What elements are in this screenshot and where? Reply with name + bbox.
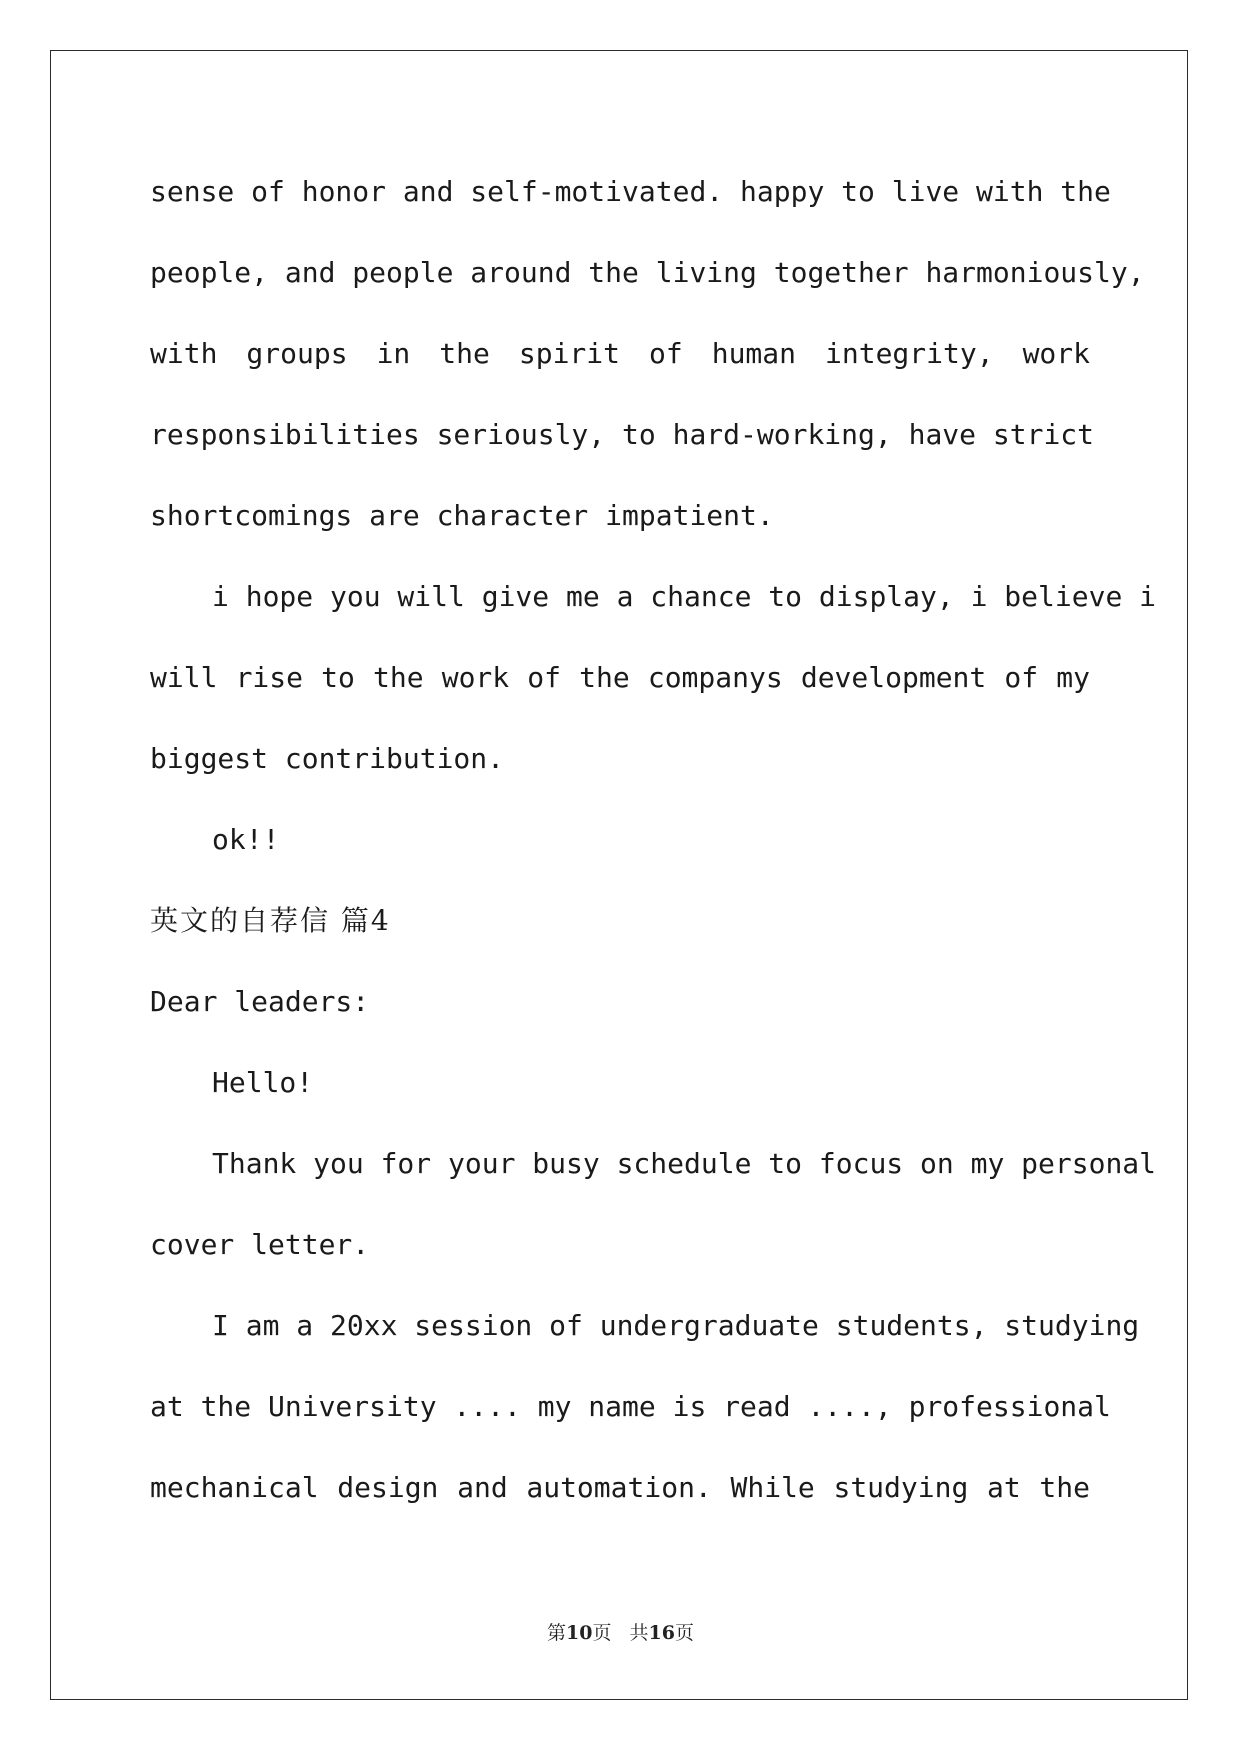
page-suffix: 页 <box>592 1622 612 1644</box>
greeting: Hello! <box>212 1066 314 1099</box>
total-pages: 16 <box>648 1622 675 1644</box>
text-line: at the University .... my name is read ...., professional <box>150 1390 1111 1423</box>
page-number: 10 <box>566 1622 593 1644</box>
section-heading: 英文的自荐信 篇4 <box>150 904 391 937</box>
text-line: Thank you for your busy schedule to focus on my personal <box>212 1147 1157 1180</box>
text-line: biggest contribution. <box>150 742 505 775</box>
text-line: responsibilities seriously, to hard-working, have strict <box>150 418 1095 451</box>
text-line: ok!! <box>212 823 280 856</box>
text-line: I am a 20xx session of undergraduate students, studying <box>212 1309 1140 1342</box>
text-line: i hope you will give me a chance to display, i believe i <box>212 580 1157 613</box>
text-line: sense of honor and self-motivated. happy to live with the <box>150 175 1111 208</box>
text-line: shortcomings are character impatient. <box>150 499 774 532</box>
text-line: will rise to the work of the companys development of my <box>150 661 1090 694</box>
total-suffix: 页 <box>674 1622 694 1644</box>
total-prefix: 共 <box>629 1622 649 1644</box>
text-line: with groups in the spirit of human integrity, work <box>150 337 1090 370</box>
document-body <box>150 157 1157 1534</box>
text-line: people, and people around the living together harmoniously, <box>150 256 1145 289</box>
salutation: Dear leaders: <box>150 985 370 1018</box>
text-line: mechanical design and automation. While studying at the <box>150 1471 1090 1504</box>
page-footer <box>0 1618 1241 1645</box>
text-line: cover letter. <box>150 1228 370 1261</box>
page-prefix: 第 <box>547 1622 567 1644</box>
